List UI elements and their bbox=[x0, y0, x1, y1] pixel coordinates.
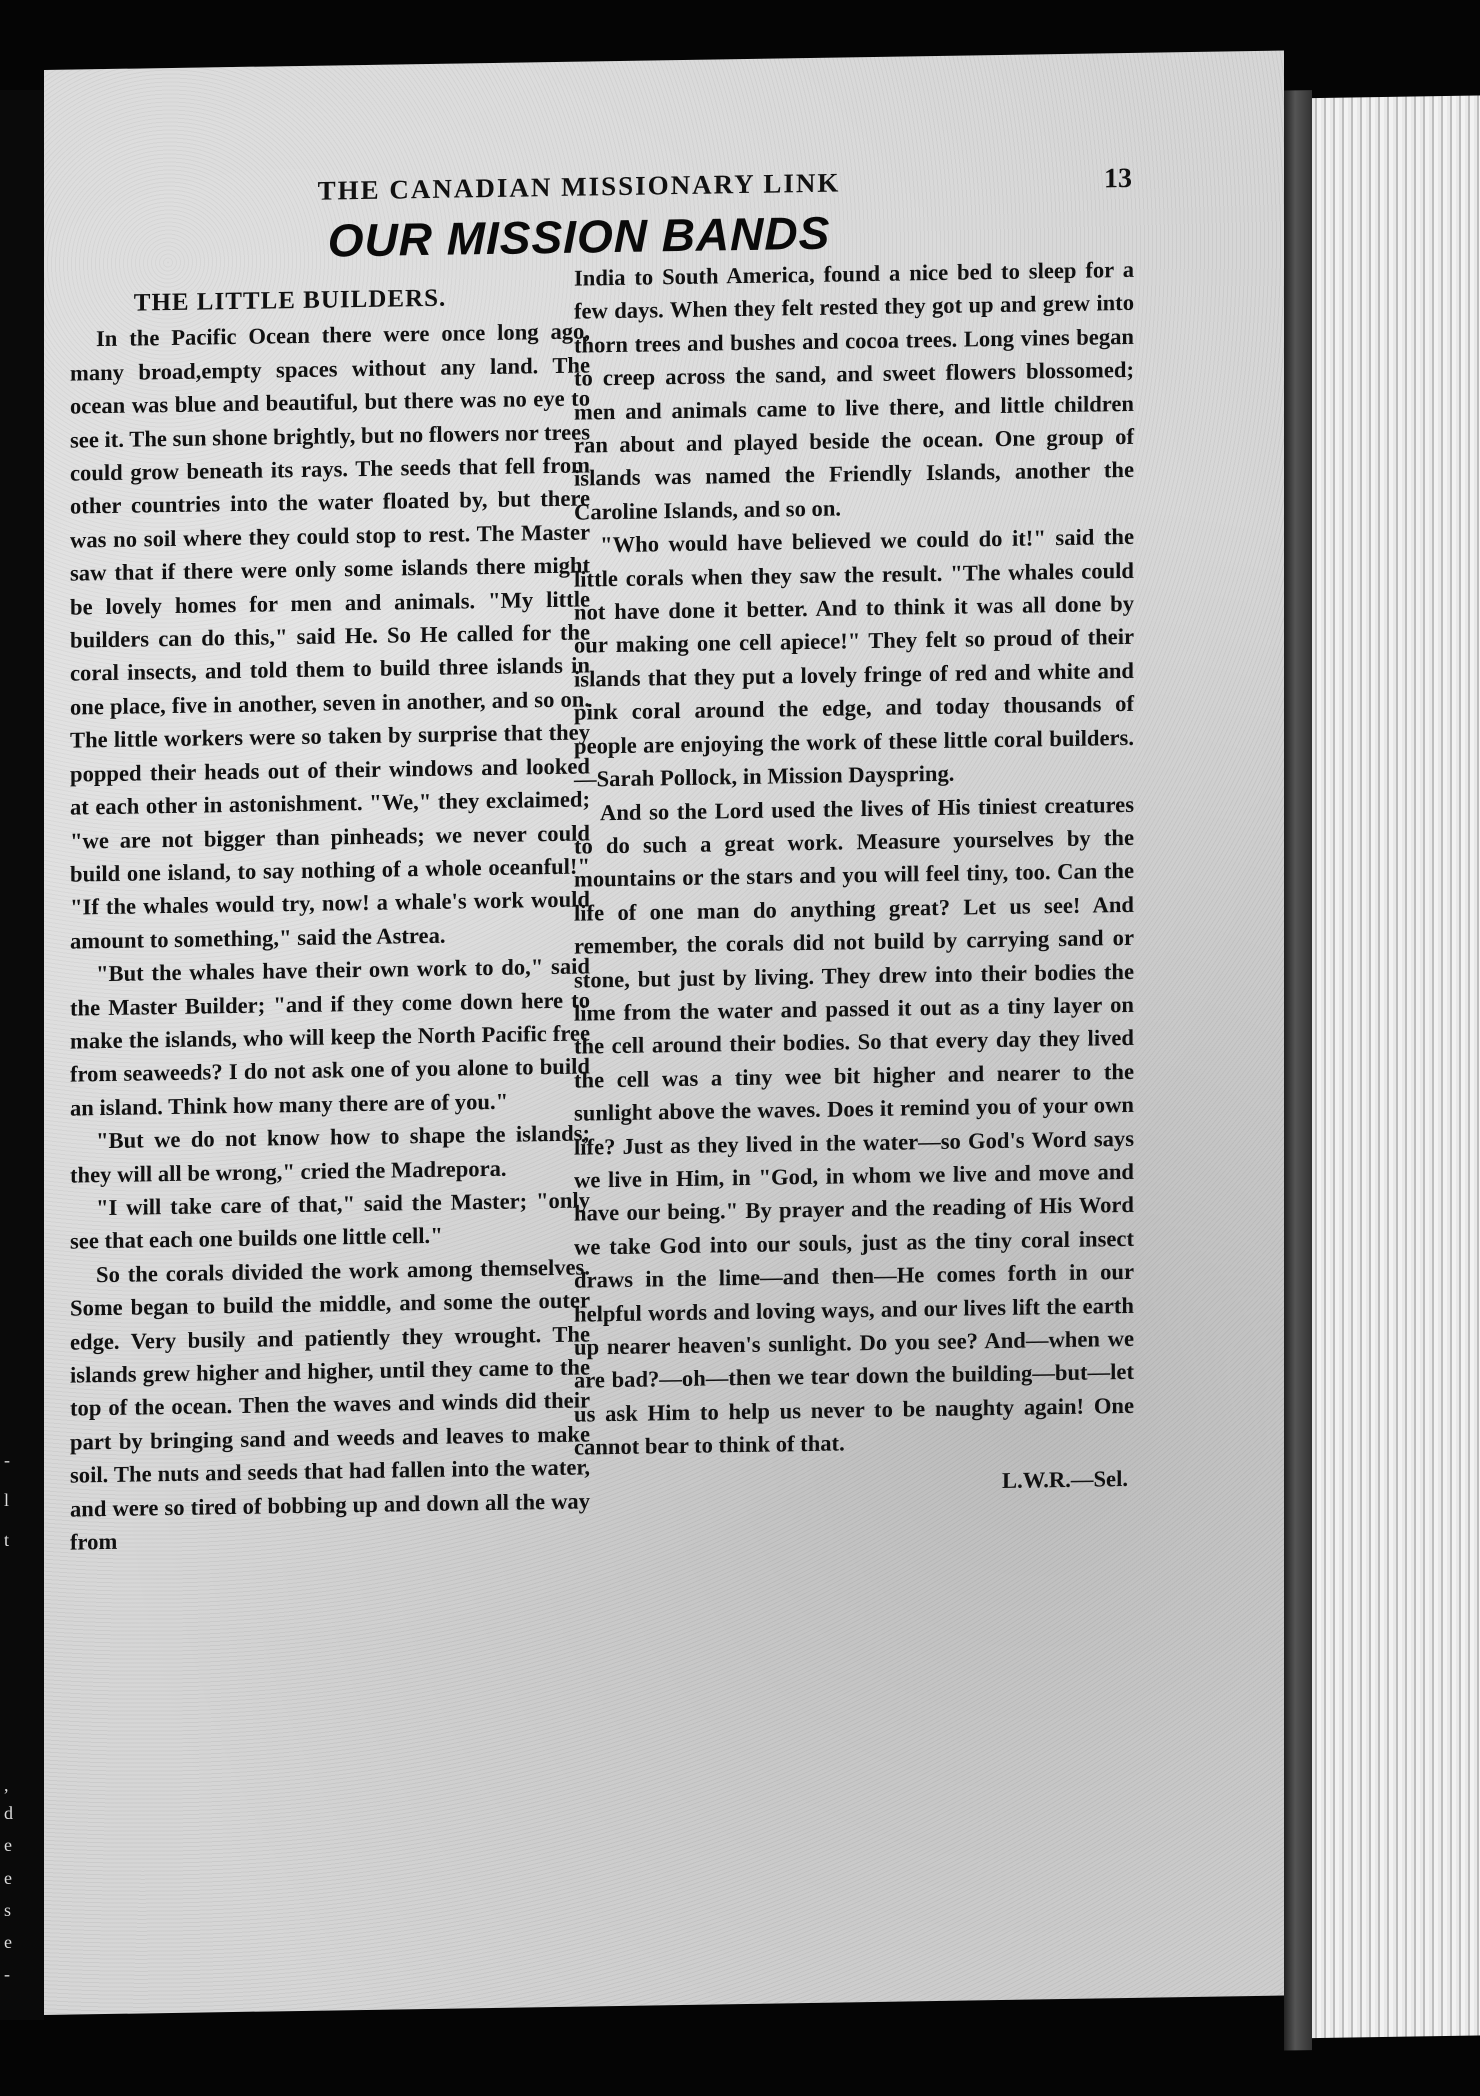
paragraph: So the corals divided the work among themselves. Some began to build the middle, and some the outer edge. Very busily and patiently they wrought. The islands grew higher and higher, until they came to the top of the ocean. Then the waves and winds did their part by bringing sand and weeds and leaves to make soil. The nuts and seeds that had fallen into the water, and were so tired of bobbing up and down all the way from bbox=[70, 1254, 590, 1555]
paragraph: "I will take care of that," said the Master; "only see that each one builds one little cell." bbox=[70, 1187, 590, 1254]
margin-fragment: e bbox=[4, 1835, 12, 1855]
margin-fragment: l bbox=[4, 1490, 10, 1510]
paragraph: And so the Lord used the lives of His tiniest creatures to do such a great work. Measure yourselves by the mountains or the stars and you will feel tiny, too. Can the life of one man do anything great? Let us see! And remember, the corals did not build by carrying sand or stone, but just by living. They drew into their bodies the lime from the water and passed it out as a tiny layer on the cell around their bodies. So that every day they lived the cell was a tiny wee bit higher and nearer to the sunlight above the waves. Does it remind you of your own life? Just as they lived in the water—so God's Word says we live in Him, in "God, in whom we live and move and have our being." By prayer and the reading of His Word we take God into our souls, just as the tiny coral insect draws in the lime—and then—He comes forth in our helpful words and loving ways, and our lives lift the earth up nearer heaven's sunlight. Do you see? And—when we are bad?—oh—then we tear down the building—but—let us ask Him to help us never to be naughty again! One cannot bear to think of that. bbox=[574, 791, 1134, 1460]
margin-fragment: , bbox=[4, 1775, 9, 1795]
article-title: THE LITTLE BUILDERS. bbox=[133, 284, 447, 317]
margin-fragment: t bbox=[4, 1530, 10, 1550]
running-header: THE CANADIAN MISSIONARY LINK bbox=[317, 167, 841, 206]
page-edges bbox=[1312, 95, 1480, 2038]
margin-fragment: - bbox=[4, 1450, 10, 1470]
section-title: OUR MISSION BANDS bbox=[327, 206, 831, 267]
previous-page-margin bbox=[0, 90, 44, 2020]
paragraph: "Who would have believed we could do it!" said the little corals when they saw the result. "The whales could not have done it better. And to think it was all done by our making one cell apiece!" They felt so proud of their islands that they put a lovely fringe of red and white and pink coral around the edge, and today thousands of people are enjoying the work of these little coral builders.—Sarah Pollock, in Mission Dayspring. bbox=[574, 524, 1134, 792]
paragraph: India to South America, found a nice bed to sleep for a few days. When they felt rested they got up and grew into thorn trees and bushes and cocoa trees. Long vines began to creep across the sand, and sweet flowers blossomed; men and animals came to live there, and little children ran about and played beside the ocean. One group of islands was named the Friendly Islands, another the Caroline Islands, and so on. bbox=[574, 256, 1134, 525]
signature: L.W.R.—Sel. bbox=[1002, 1465, 1128, 1493]
book-page bbox=[44, 51, 1284, 2015]
paragraph: "But the whales have their own work to do," said the Master Builder; "and if they come down here to make the islands, who will keep the North Pacific free from seaweeds? I do not ask one of you alone to build an island. Think how many there are of you." bbox=[70, 953, 590, 1121]
margin-fragment: s bbox=[4, 1900, 12, 1920]
margin-fragment: - bbox=[4, 1964, 10, 1984]
margin-fragment: d bbox=[4, 1803, 13, 1823]
book-binding bbox=[1284, 90, 1312, 2050]
left-column bbox=[70, 279, 590, 1559]
page-number: 13 bbox=[1104, 162, 1132, 195]
paragraph: In the Pacific Ocean there were once long ago, many broad,empty spaces without any land. The ocean was blue and beautiful, but there was no eye to see it. The sun shone brightly, but no flowers nor trees could grow beneath its rays. The seeds that fell from other countries into the water floated by, but there was no soil where they could stop to rest. The Master saw that if there were only some islands there might be lovely homes for men and animals. "My little builders can do this," said He. So He called for the coral insects, and told them to build three islands in one place, five in another, seven in another, and so on. The little workers were so taken by surprise that they popped their heads out of their windows and looked at each other in astonishment. "We," they exclaimed; "we are not bigger than pinheads; we never could build one island, to say nothing of a whole oceanful!" "If the whales would try, now! a whale's work would amount to something," said the Astrea. bbox=[70, 318, 590, 954]
margin-fragment: e bbox=[4, 1932, 12, 1952]
right-column bbox=[574, 253, 1134, 1504]
paragraph: "But we do not know how to shape the islands; they will all be wrong," cried the Madrepora. bbox=[70, 1120, 590, 1188]
margin-fragment: e bbox=[4, 1868, 12, 1888]
